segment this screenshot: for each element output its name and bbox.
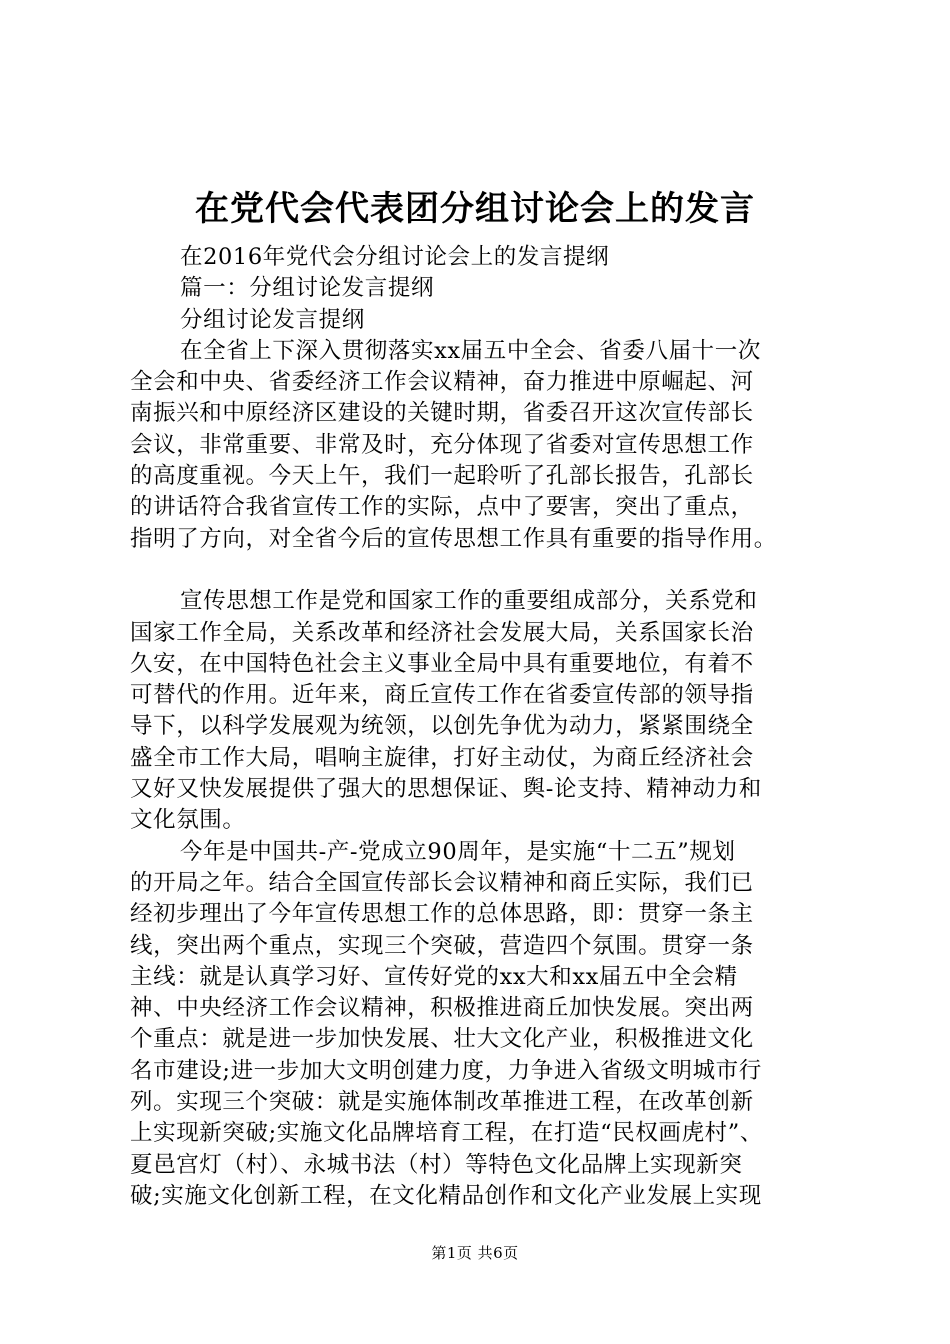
paragraph-line: 又好又快发展提供了强大的思想保证、舆-论支持、精神动力和 bbox=[130, 776, 762, 803]
paragraph-1 bbox=[130, 336, 830, 555]
document-title: 在党代会代表团分组讨论会上的发言 bbox=[195, 189, 755, 229]
page-number-footer: 第1页 共6页 bbox=[431, 1244, 519, 1262]
paragraph-line: 可替代的作用。近年来，商丘宣传工作在省委宣传部的领导指 bbox=[130, 682, 754, 709]
paragraph-line: 文化氛围。 bbox=[130, 807, 246, 834]
paragraph-line: 的讲话符合我省宣传工作的实际，点中了要害，突出了重点， bbox=[130, 494, 754, 521]
paragraph-line: 今年是中国共-产-党成立90周年，是实施“十二五”规划 bbox=[180, 838, 736, 865]
paragraph-line: 破;实施文化创新工程，在文化精品创作和文化产业发展上实现 bbox=[130, 1182, 762, 1209]
paragraph-line: 的高度重视。今天上午，我们一起聆听了孔部长报告，孔部长 bbox=[130, 463, 754, 490]
paragraph-line: 经初步理出了今年宣传思想工作的总体思路，即：贯穿一条主 bbox=[130, 901, 754, 928]
paragraph-line: 国家工作全局，关系改革和经济社会发展大局，关系国家长治 bbox=[130, 619, 754, 646]
paragraph-line: 主线：就是认真学习好、宣传好党的xx大和xx届五中全会精 bbox=[130, 963, 738, 990]
paragraph-line: 盛全市工作大局，唱响主旋律，打好主动仗，为商丘经济社会 bbox=[130, 744, 754, 771]
paragraph-line: 的开局之年。结合全国宣传部长会议精神和商丘实际，我们已 bbox=[130, 869, 754, 896]
paragraph-line: 列。实现三个突破：就是实施体制改革推进工程，在改革创新 bbox=[130, 1089, 754, 1116]
paragraph-line: 线，突出两个重点，实现三个突破，营造四个氛围。贯穿一条 bbox=[130, 932, 754, 959]
paragraph-line: 指明了方向，对全省今后的宣传思想工作具有重要的指导作用。 bbox=[130, 525, 777, 552]
document-body bbox=[130, 242, 830, 1212]
intro-line: 分组讨论发言提纲 bbox=[180, 306, 365, 333]
intro-line: 在2016年党代会分组讨论会上的发言提纲 bbox=[180, 244, 610, 270]
paragraph-line: 导下，以科学发展观为统领，以创先争优为动力，紧紧围绕全 bbox=[130, 713, 754, 740]
paragraph-line: 全会和中央、省委经济工作会议精神，奋力推进中原崛起、河 bbox=[130, 369, 754, 396]
paragraph-line: 会议，非常重要、非常及时，充分体现了省委对宣传思想工作 bbox=[130, 431, 754, 458]
intro-line: 篇一：分组讨论发言提纲 bbox=[180, 275, 435, 302]
paragraph-line: 夏邑宫灯（村）、永城书法（村）等特色文化品牌上实现新突 bbox=[130, 1151, 743, 1178]
paragraph-gap bbox=[130, 555, 830, 586]
paragraph-line: 在全省上下深入贯彻落实xx届五中全会、省委八届十一次 bbox=[180, 337, 761, 364]
paragraph-line: 南振兴和中原经济区建设的关键时期，省委召开这次宣传部长 bbox=[130, 400, 754, 427]
paragraph-line: 宣传思想工作是党和国家工作的重要组成部分，关系党和 bbox=[180, 588, 758, 615]
paragraph-line: 神、中央经济工作会议精神，积极推进商丘加快发展。突出两 bbox=[130, 995, 754, 1022]
paragraph-line: 个重点：就是进一步加快发展、壮大文化产业，积极推进文化 bbox=[130, 1026, 754, 1053]
paragraph-line: 久安，在中国特色社会主义事业全局中具有重要地位，有着不 bbox=[130, 650, 754, 677]
paragraph-line: 上实现新突破;实施文化品牌培育工程，在打造“民权画虎村”、 bbox=[130, 1120, 763, 1147]
paragraph-2 bbox=[130, 586, 830, 836]
paragraph-3 bbox=[130, 837, 830, 1213]
paragraph-line: 名市建设;进一步加大文明创建力度，力争进入省级文明城市行 bbox=[130, 1057, 762, 1084]
